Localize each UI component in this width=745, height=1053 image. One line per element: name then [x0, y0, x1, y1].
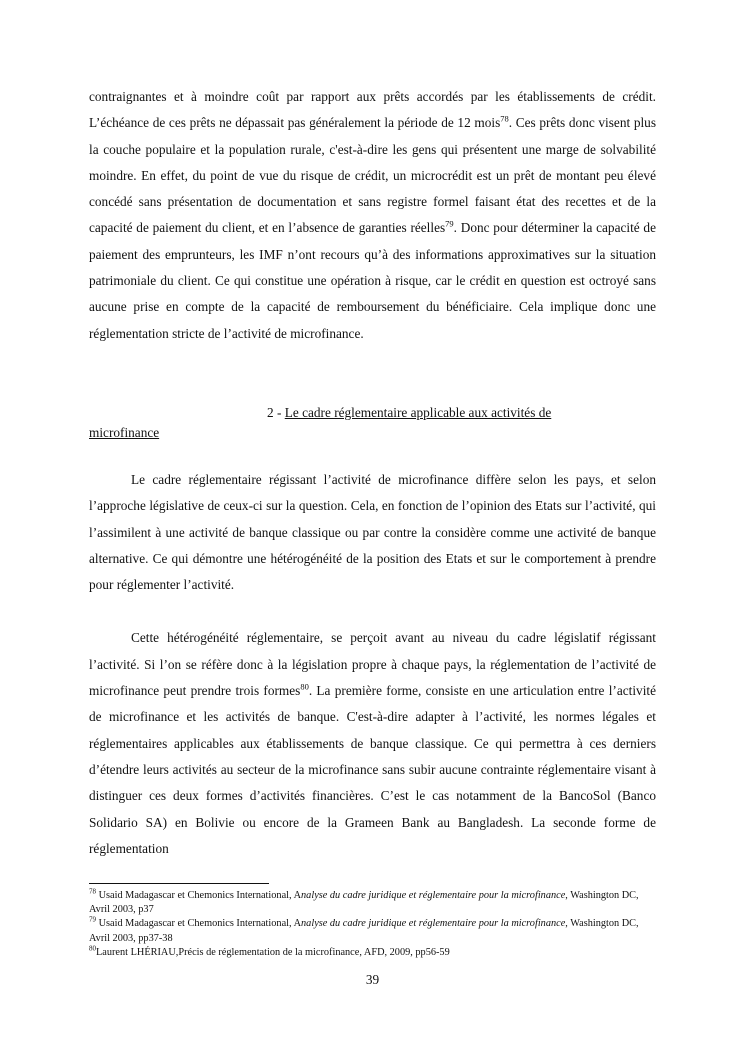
paragraph-text: . La première forme, consiste en une articulation entre l’activité de microfinance et les activités de banque. C'est-à-dire adapter à l’activité, les normes légales et réglementaires applicables aux établissements de banque classique. Ce qui permettra à ces derniers d’étendre leurs activités au secteur de la microfinance sans subir aucune contrainte réglementaire visant à distinguer ces deux formes d’activités financières. C’est le cas notamment de la BancoSol (Banco Solidario SA) en Bolivie ou encore de la Grameen Bank au Bangladesh. La seconde forme de réglementation	[89, 683, 656, 856]
paragraph-text: . Ces prêts donc visent plus la couche populaire et la population rurale, c'est-à-dire les gens qui présentent une marge de solvabilité moindre. En effet, du point de vue du risque de crédit, un microcrédit est un prêt de montant peu élevé concédé sans présentation de documentation et sans registre formel faisant état des recettes et de la capacité de paiement du client, et en l’absence de garanties réelles	[89, 115, 657, 236]
body-text-top	[89, 84, 656, 347]
footnote-ref-80: 80	[300, 681, 309, 692]
footnote-79	[89, 917, 656, 945]
body-text-section2	[89, 467, 656, 862]
footnote-80	[89, 946, 656, 960]
footnote-ref-78: 78	[500, 113, 509, 124]
section-heading-line1	[89, 403, 656, 423]
footnotes	[89, 889, 656, 960]
footnote-separator	[89, 883, 269, 884]
footnote-italic-text: nalyse du cadre juridique et réglementaire pour la microfinance	[301, 918, 566, 930]
footnote-text: , Washington DC, Avril 2003, p37	[89, 890, 639, 916]
paragraph-risk	[89, 84, 656, 347]
footnote-ref-79: 79	[89, 915, 96, 924]
paragraph-text: Cette hétérogénéité réglementaire, se perçoit avant au niveau du cadre législatif régissant l’activité. Si l’on se réfère donc à la législation propre à chaque pays, la réglementation de l’activité de microfinance peut prendre trois formes	[89, 630, 656, 699]
section-heading	[89, 403, 656, 443]
section-number: 2 -	[267, 405, 285, 420]
footnote-text: Usaid Madagascar et Chemonics International, A	[96, 890, 302, 901]
footnote-ref-80: 80	[89, 944, 96, 953]
section-title-part1: Le cadre réglementaire applicable aux activités de	[284, 405, 552, 420]
footnote-text: Laurent LHÉRIAU,Précis de réglementation de la microfinance, AFD, 2009, pp56-59	[96, 946, 450, 958]
section-heading-line2	[89, 423, 656, 443]
footnote-ref-78: 78	[89, 887, 96, 896]
paragraph-text: Le cadre réglementaire régissant l’activité de microfinance diffère selon les pays, et selon l’approche législative de ceux-ci sur la question. Cela, en fonction de l’opinion des Etats sur l’activité, qui l’assimilent à une activité de banque classique ou par contre la considère comme une activité de banque alternative. Ce qui démontre une hétérogénéité de la position des Etats et sur le comportement à prendre pour réglementer l’activité.	[89, 472, 656, 593]
footnote-text: Usaid Madagascar et Chemonics International, A	[96, 918, 302, 930]
footnote-78	[89, 889, 656, 917]
footnote-italic-text: nalyse du cadre juridique et réglementaire pour la microfinance	[301, 890, 566, 901]
paragraph-regulatory-framework	[89, 467, 656, 598]
paragraph-text: contraignantes et à moindre coût par rapport aux prêts accordés par les établissements de crédit. L’échéance de ces prêts ne dépassait pas généralement la période de 12 mois	[89, 89, 656, 131]
paragraph-heterogeneity	[89, 625, 656, 862]
footnote-text: , Washington DC, Avril 2003, pp37-38	[89, 918, 639, 944]
section-title-part2: microfinance	[89, 425, 160, 440]
page-number: 39	[365, 972, 380, 987]
paragraph-text: . Donc pour déterminer la capacité de paiement des emprunteurs, les IMF n’ont recours qu’à des informations approximatives sur la situation patrimoniale du client. Ce qui constitue une opération à risque, car le crédit en question est octroyé sans aucune prise en compte de la capacité de remboursement du bénéficiaire. Cela implique donc une réglementation stricte de l’activité de microfinance.	[89, 220, 656, 341]
footnote-ref-79: 79	[445, 219, 454, 230]
